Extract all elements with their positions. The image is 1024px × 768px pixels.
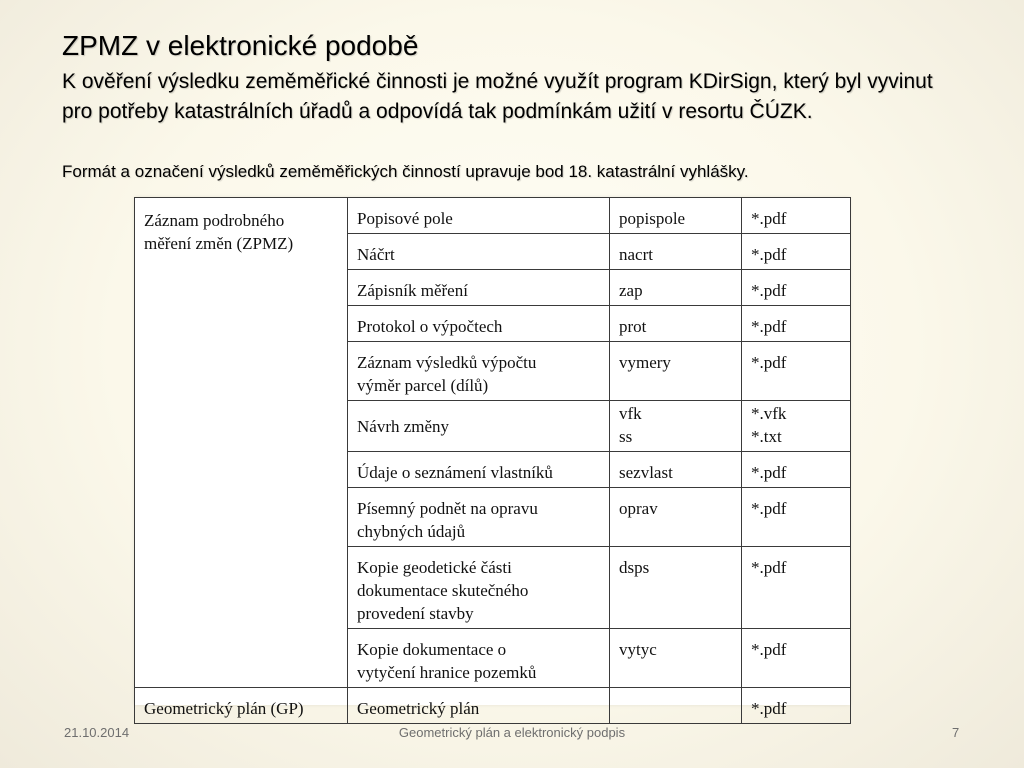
file-code: dsps xyxy=(610,547,742,629)
file-extension: *.pdf xyxy=(742,198,851,234)
file-extension: *.pdf xyxy=(742,547,851,629)
file-code: vymery xyxy=(610,342,742,401)
group-label-zpmz: Záznam podrobného měření změn (ZPMZ) xyxy=(135,198,348,688)
file-extension: *.pdf xyxy=(742,629,851,688)
file-code: popispole xyxy=(610,198,742,234)
file-code: oprav xyxy=(610,488,742,547)
document-name: Náčrt xyxy=(348,234,610,270)
file-code: prot xyxy=(610,306,742,342)
document-name: Písemný podnět na opravu chybných údajů xyxy=(348,488,610,547)
file-extension: *.pdf xyxy=(742,234,851,270)
table-row xyxy=(135,198,851,234)
table-row xyxy=(135,688,851,724)
file-extension: *.pdf xyxy=(742,488,851,547)
format-note-paragraph: Formát a označení výsledků zeměměřických činností upravuje bod 18. katastrální vyhlášky. xyxy=(62,162,749,181)
document-name: Návrh změny xyxy=(348,401,610,452)
document-name: Popisové pole xyxy=(348,198,610,234)
file-format-table-container xyxy=(134,197,850,718)
file-code xyxy=(610,688,742,724)
file-extension: *.pdf xyxy=(742,342,851,401)
document-name: Protokol o výpočtech xyxy=(348,306,610,342)
file-code: vytyc xyxy=(610,629,742,688)
document-name: Záznam výsledků výpočtu výměr parcel (dílů) xyxy=(348,342,610,401)
intro-paragraph: K ověření výsledku zeměměřické činnosti je možné využít program KDirSign, který byl vyvinut pro potřeby katastrálních úřadů a odpovídá tak podmínkám užití v resortu ČÚZK. xyxy=(62,70,933,123)
group-label-gp: Geometrický plán (GP) xyxy=(135,688,348,724)
file-format-table xyxy=(134,197,851,724)
file-extension: *.pdf xyxy=(742,306,851,342)
file-extension: *.pdf xyxy=(742,270,851,306)
file-code: sezvlast xyxy=(610,452,742,488)
file-extension: *.pdf xyxy=(742,452,851,488)
document-name: Geometrický plán xyxy=(348,688,610,724)
page-number: 7 xyxy=(952,725,960,740)
document-name: Kopie dokumentace o vytyčení hranice pozemků xyxy=(348,629,610,688)
file-code: vfk ss xyxy=(610,401,742,452)
document-name: Údaje o seznámení vlastníků xyxy=(348,452,610,488)
file-extension: *.vfk *.txt xyxy=(742,401,851,452)
file-extension: *.pdf xyxy=(742,688,851,724)
file-code: zap xyxy=(610,270,742,306)
footer-title: Geometrický plán a elektronický podpis xyxy=(398,725,626,740)
footer-date: 21.10.2014 xyxy=(64,725,130,740)
document-name: Kopie geodetické části dokumentace skutečného provedení stavby xyxy=(348,547,610,629)
slide-title: ZPMZ v elektronické podobě xyxy=(62,30,419,61)
file-code: nacrt xyxy=(610,234,742,270)
document-name: Zápisník měření xyxy=(348,270,610,306)
